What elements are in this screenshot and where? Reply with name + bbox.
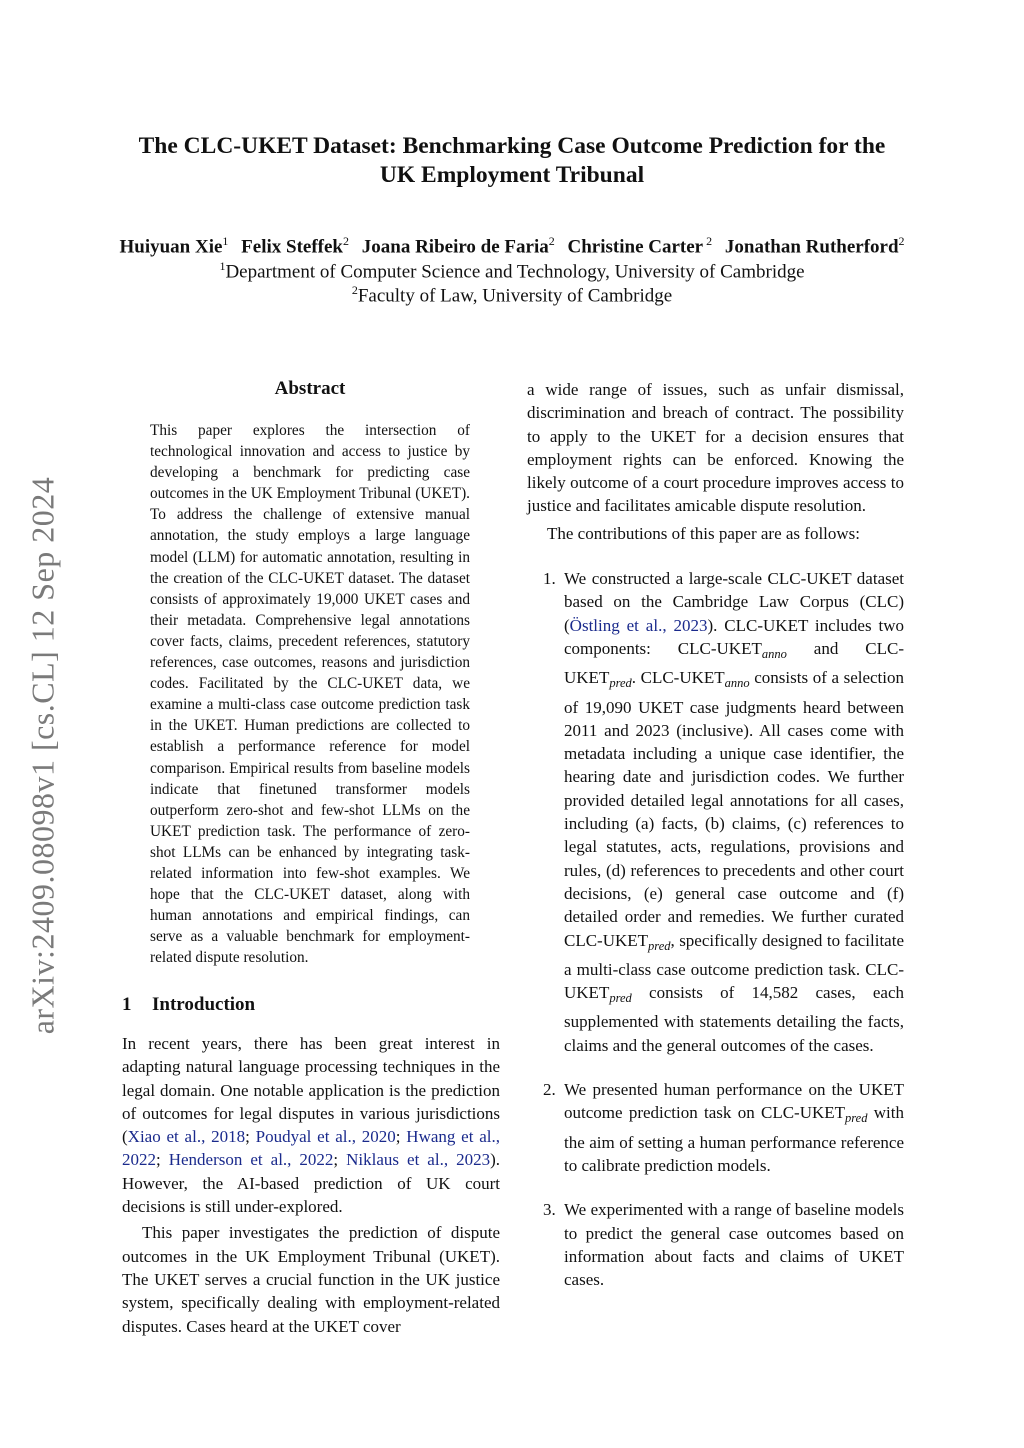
author-affil-mark: 2 bbox=[343, 234, 349, 248]
author-affil-mark: 1 bbox=[222, 234, 229, 248]
intro-text: ). However, the AI-based prediction of UK court decisions is still under-explored. bbox=[122, 1150, 500, 1217]
author-name: Felix Steffek bbox=[241, 236, 343, 258]
introduction-heading bbox=[122, 994, 502, 1016]
citation-author: Hwang et al. bbox=[406, 1127, 496, 1147]
author-name: Christine Carter bbox=[567, 236, 704, 258]
abstract-heading: Abstract bbox=[274, 378, 346, 399]
author-name: Huiyuan Xie bbox=[119, 236, 223, 258]
contribution-item bbox=[527, 1198, 904, 1291]
citation-year: 2022 bbox=[299, 1150, 334, 1170]
affiliation-mark: 2 bbox=[351, 283, 358, 297]
author-affil-mark: 2 bbox=[548, 234, 555, 248]
item-text: with the aim of setting a human performance reference to calibrate prediction models. bbox=[564, 1103, 904, 1175]
math-subscript: anno bbox=[724, 676, 750, 691]
section-number: 1 bbox=[122, 994, 132, 1015]
citation-author: Östling et al. bbox=[569, 615, 663, 635]
citation-link[interactable]: Niklaus et al., 2023 bbox=[346, 1150, 491, 1170]
list-marker: 2. bbox=[543, 1080, 556, 1100]
title-line-1: The CLC-UKET Dataset: Benchmarking Case Outcome Prediction for the bbox=[138, 133, 886, 159]
citation-year: 2018 bbox=[211, 1127, 246, 1147]
introduction-body bbox=[122, 1032, 500, 1338]
intro-paragraph-1: In recent years, there has been great interest in adapting natural language processing techniques in the legal domain. One notable application is the prediction of outcomes for legal disputes in various jurisdictions (Xiao et al., 2018; Poudyal et al., 2020; Hwang et al., 2022; Henderson et al., 2022; Niklaus et al., 2023). However, the AI-based prediction of UK court decisions is still under-explored. bbox=[122, 1034, 501, 1217]
list-marker: 1. bbox=[543, 569, 556, 589]
section-title: Introduction bbox=[152, 994, 256, 1015]
item-text: We presented human performance on the UKET outcome prediction task on CLC-UKET bbox=[564, 1080, 904, 1123]
arxiv-stamp-text: arXiv:2409.08098v1 [cs.CL] 12 Sep 2024 bbox=[24, 476, 61, 1034]
citation-author: Poudyal et al. bbox=[255, 1127, 352, 1147]
math-subscript: pred bbox=[609, 991, 632, 1006]
item-text: ). CLC-UKET includes two components: CLC-UKET bbox=[564, 615, 904, 658]
intro-text: In recent years, there has been great interest in adapting natural language processing techniques in the legal domain. One notable application is the prediction of outcomes for legal disputes in various jurisdictions ( bbox=[122, 1034, 500, 1147]
author-name: Joana Ribeiro de Faria bbox=[361, 236, 549, 258]
item-text: We constructed a large-scale CLC-UKET dataset based on the Cambridge Law Corpus (CLC) ( bbox=[564, 569, 904, 635]
intro-continuation: a wide range of issues, such as unfair dismissal, discrimination and breach of contract. The possibility to apply to the UKET for a decision ensures that employment rights can be enforced. Knowing the likely outcome of a court procedure improves access to justice and facilitates amicable dispute resolution. bbox=[527, 380, 904, 516]
math-subscript: pred bbox=[648, 938, 671, 953]
citation-year: 2022 bbox=[122, 1150, 156, 1170]
contribution-item bbox=[527, 1078, 904, 1177]
abstract-body: This paper explores the intersection of technological innovation and access to justice by developing a benchmark for predicting case outcomes in the UK Employment Tribunal (UKET). To address the challenge of extensive manual annotation, the study employs a large language model (LLM) for automatic annotation, resulting in the creation of the CLC-UKET dataset. The dataset consists of approximately 19,000 UKET cases and their metadata. Comprehensive legal annotations cover facts, claims, precedent references, statutory references, case outcomes, reasons and jurisdiction codes. Facilitated by the CLC-UKET data, we examine a multi-class case outcome prediction task in the UKET. Human predictions are collected to establish a performance reference for model comparison. Empirical results from baseline models indicate that finetuned transformer models outperform zero-shot and few-shot LLMs on the UKET prediction task. The performance of zero-shot LLMs can be enhanced by integrating task-related information into few-shot examples. We hope that the CLC-UKET dataset, along with human annotations and empirical findings, can serve as a valuable benchmark for employment-related dispute resolution. bbox=[150, 422, 470, 967]
citation-year: 2023 bbox=[673, 615, 708, 635]
right-column bbox=[527, 378, 904, 1312]
citation-year: 2023 bbox=[456, 1150, 491, 1170]
affiliation-text: Faculty of Law, University of Cambridge bbox=[357, 285, 673, 307]
author-affil-mark: 2 bbox=[898, 234, 905, 248]
contributions-list bbox=[527, 567, 904, 1291]
citation-link[interactable]: Östling et al., 2023 bbox=[569, 615, 708, 635]
math-subscript: pred bbox=[609, 676, 632, 691]
affiliation-mark: 1 bbox=[219, 259, 226, 273]
item-text: and CLC-UKET bbox=[564, 638, 904, 688]
intro-paragraph-2: This paper investigates the prediction of dispute outcomes in the UK Employment Tribunal (UKET). The UKET serves a crucial function in the UK justice system, specifically dealing with employment-related disputes. Cases heard at the UKET cover bbox=[122, 1223, 500, 1336]
item-text: , specifically designed to facilitate a multi-class case outcome prediction task. CLC-UKET bbox=[564, 930, 904, 1003]
citation-link[interactable]: Hwang et al., 2022 bbox=[122, 1127, 501, 1170]
author-affil-mark: 2 bbox=[703, 234, 713, 248]
item-text: consists of a selection of 19,090 UKET case judgments heard between 2011 and 2023 (inclusive). All cases come with metadata including a unique case identifier, the hearing date and jurisdiction codes. We further provided detailed legal annotations for all cases, including (a) facts, (b) claims, (c) references to legal statutes, acts, regulations, provisions and rules, (d) references to precedents and other court decisions, (e) general case outcome and (f) detailed order and remedies. We further curated CLC-UKET bbox=[564, 668, 905, 950]
contribution-item bbox=[527, 567, 904, 1057]
citation-link[interactable]: Henderson et al., 2022 bbox=[168, 1150, 334, 1170]
affiliation-2 bbox=[40, 278, 984, 308]
citation-author: Niklaus et al. bbox=[346, 1150, 444, 1170]
contributions-intro: The contributions of this paper are as follows: bbox=[547, 523, 861, 543]
affiliation-text: Department of Computer Science and Technology, University of Cambridge bbox=[225, 261, 805, 283]
citation-author: Xiao et al. bbox=[127, 1127, 202, 1147]
author-name: Jonathan Rutherford bbox=[724, 236, 899, 258]
item-text: . CLC-UKET bbox=[631, 668, 725, 688]
item-text: consists of 14,582 cases, each supplemented with statements detailing the facts, claims and the general outcomes of the cases. bbox=[564, 983, 904, 1055]
arxiv-identifier-stamp bbox=[20, 455, 66, 1055]
math-subscript: pred bbox=[845, 1111, 868, 1126]
list-marker: 3. bbox=[543, 1200, 556, 1220]
citation-year: 2020 bbox=[361, 1127, 396, 1147]
citation-link[interactable]: Poudyal et al., 2020 bbox=[255, 1127, 396, 1147]
math-subscript: anno bbox=[761, 646, 787, 661]
item-text: We experimented with a range of baseline models to predict the general case outcomes based on information about facts and claims of UKET cases. bbox=[564, 1200, 904, 1290]
citation-link[interactable]: Xiao et al., 2018 bbox=[127, 1127, 246, 1147]
citation-author: Henderson et al. bbox=[168, 1150, 288, 1170]
title-line-2: UK Employment Tribunal bbox=[379, 162, 645, 188]
paper-title bbox=[110, 132, 914, 190]
